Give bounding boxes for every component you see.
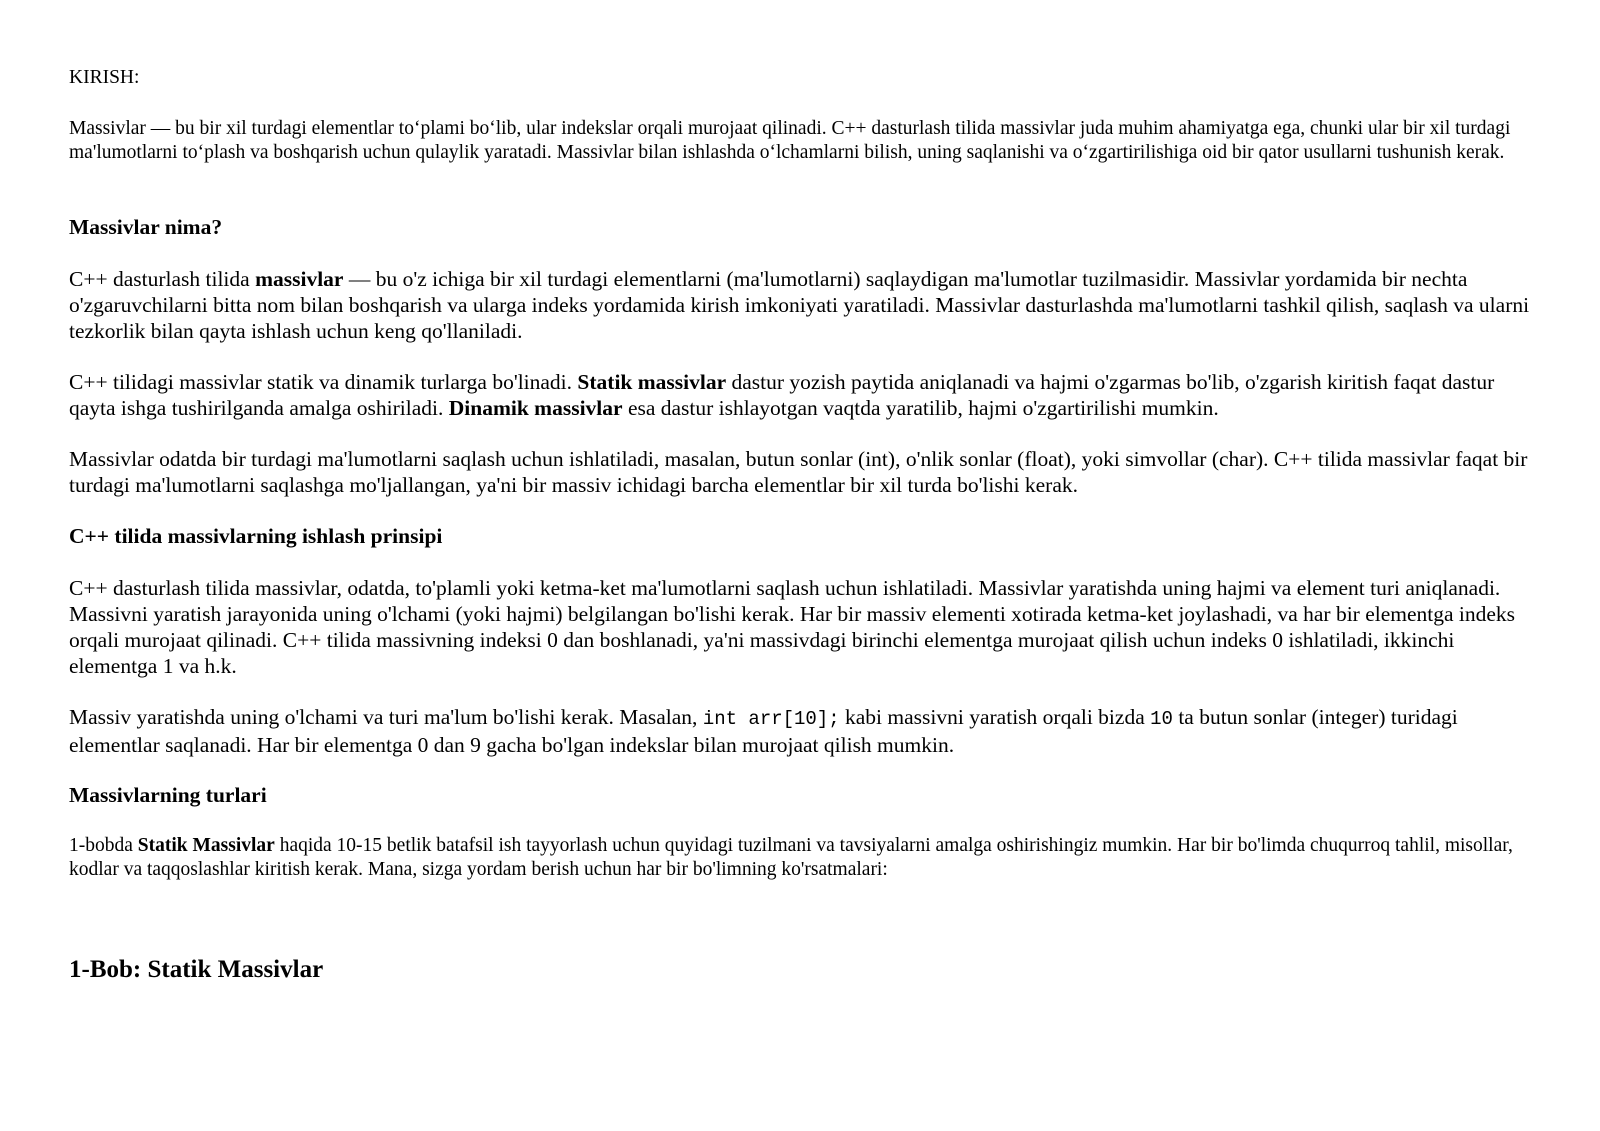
paragraph-data-types: Massivlar odatda bir turdagi ma'lumotlarni saqlash uchun ishlatiladi, masalan, butun sonlar (int), o'nlik sonlar (float), yoki simvollar (char). C++ tilida massivlar faqat bir turdagi ma'lumotlarni saqlashga mo'ljallangan, ya'ni bir massiv ichidagi barcha elementlar bir xil turda bo'lishi kerak. (69, 447, 1528, 497)
intro-label: KIRISH: (69, 67, 140, 88)
section-heading-massivlarning-turlari: Massivlarning turlari (69, 783, 267, 807)
inline-code-declaration: int arr[10]; (702, 708, 840, 730)
bold-term-dinamik-massivlar: Dinamik massivlar (448, 396, 623, 420)
bold-term-statik-massivlar: Statik massivlar (577, 370, 727, 394)
text-run: 1-bobda (69, 835, 138, 856)
paragraph-working-principle: C++ dasturlash tilida massivlar, odatda, to'plamli yoki ketma-ket ma'lumotlarni saqlash uchun ishlatiladi. Massivlar yaratishda uning hajmi va element turi aniqlanadi. Massivni yaratish jarayonida uning o'lchami (yoki hajmi) belgilangan bo'lishi kerak. Har bir massiv elementi xotirada ketma-ket joylashadi, va har bir elementga indeks orqali murojaat qilinadi. C++ tilida massivning indeksi 0 dan boshlanadi, ya'ni massivdagi birinchi elementga murojaat qilish uchun indeks 0 ishlatiladi, ikkinchi elementga 1 va h.k. (69, 576, 1516, 678)
bold-term-statik-massivlar: Statik Massivlar (137, 835, 275, 856)
inline-code-size: 10 (1150, 708, 1173, 730)
text-run: C++ dasturlash tilida (69, 267, 256, 291)
text-run: kabi massivni yaratish orqali bizda (839, 705, 1151, 729)
text-run: ta butun sonlar (integer) turidagi elementlar saqlanadi. Har bir elementga 0 dan 9 gacha bo'lgan indekslar bilan murojaat qilish mumkin. (69, 705, 1458, 757)
paragraph-chapter-guidance (69, 834, 1539, 882)
intro-paragraph: Massivlar — bu bir xil turdagi elementlar to‘plami bo‘lib, ular indekslar orqali murojaat qilinadi. C++ dasturlash tilida massivlar juda muhim ahamiyatga ega, chunki ular bir xil turdagi ma'lumotlarni to‘plash va boshqarish uchun qulaylik yaratadi. Massivlar bilan ishlashda o‘lchamlarni bilish, uning saqlanishi va o‘zgartirilishiga oid bir qator usullarni tushunish kerak. (69, 118, 1511, 163)
chapter-heading: 1-Bob: Statik Massivlar (69, 956, 324, 983)
text-run: haqida 10-15 betlik batafsil ish tayyorlash uchun quyidagi tuzilmani va tavsiyalarni amalga oshirishingiz mumkin. Har bir bo'limda chuqurroq tahlil, misollar, kodlar va taqqoslashlar kiritish kerak. Mana, sizga yordam berish uchun har bir bo'limning ko'rsatmalari: (69, 835, 1513, 880)
paragraph-massivlar-definition (69, 266, 1539, 344)
paragraph-array-example (69, 704, 1539, 758)
text-run: Massiv yaratishda uning o'lchami va turi ma'lum bo'lishi kerak. Masalan, (69, 705, 703, 729)
text-run: dastur yozish paytida aniqlanadi va hajmi o'zgarmas bo'lib, o'zgarish kiritish faqat dastur qayta ishga tushirilganda amalga oshiriladi. (69, 370, 1495, 420)
text-run: C++ tilidagi massivlar statik va dinamik turlarga bo'linadi. (69, 370, 578, 394)
bold-term-massivlar: massivlar (255, 267, 344, 291)
section-heading-massivlar-nima: Massivlar nima? (69, 215, 223, 239)
text-run: — bu o'z ichiga bir xil turdagi elementlarni (ma'lumotlarni) saqlaydigan ma'lumotlar tuzilmasidir. Massivlar yordamida bir nechta o'zgaruvchilarni bitta nom bilan boshqarish va ularga indeks yordamida kirish imkoniyati yaratiladi. Massivlar dasturlashda ma'lumotlarni tashkil qilish, saqlash va ularni tezkorlik bilan qayta ishlash uchun keng qo'llaniladi. (69, 267, 1530, 343)
section-heading-ishlash-prinsipi: C++ tilida massivlarning ishlash prinsipi (69, 524, 443, 548)
text-run: esa dastur ishlayotgan vaqtda yaratilib, hajmi o'zgartirilishi mumkin. (622, 396, 1219, 420)
paragraph-static-dynamic (69, 369, 1539, 421)
